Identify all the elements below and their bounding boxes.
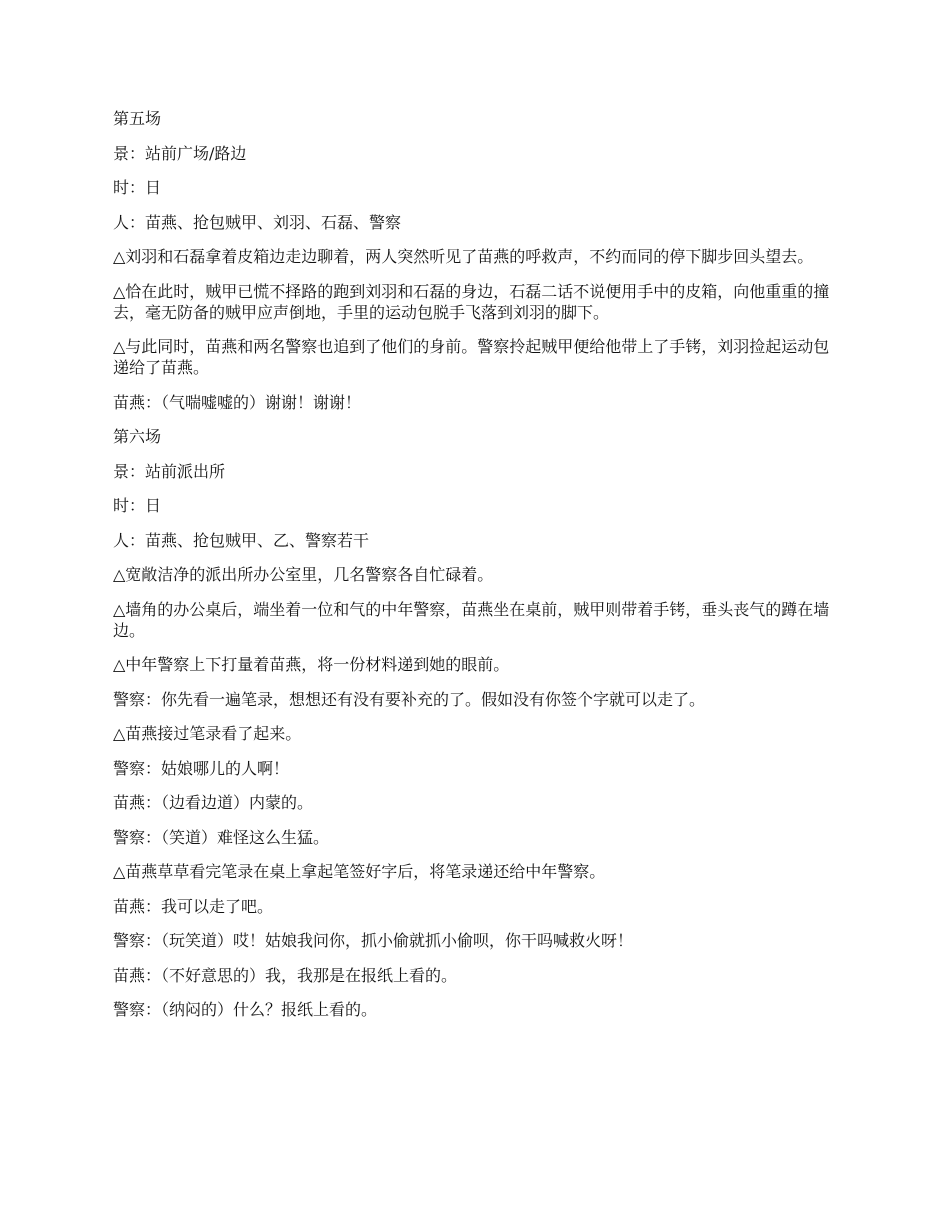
stage-direction: △刘羽和石磊拿着皮箱边走边聊着，两人突然听见了苗燕的呼救声，不约而同的停下脚步回头望去。 bbox=[113, 247, 814, 266]
scene-location: 景：站前广场/路边 bbox=[113, 143, 247, 163]
scene-characters: 人：苗燕、抢包贼甲、刘羽、石磊、警察 bbox=[113, 212, 402, 232]
dialogue-line: 苗燕：（不好意思的）我，我那是在报纸上看的。 bbox=[113, 965, 458, 985]
scene-location: 景：站前派出所 bbox=[113, 461, 226, 481]
stage-direction: △宽敞洁净的派出所办公室里，几名警察各自忙碌着。 bbox=[113, 565, 494, 584]
scene-time: 时：日 bbox=[113, 496, 162, 515]
scene-time: 时：日 bbox=[113, 178, 162, 197]
stage-direction: △与此同时，苗燕和两名警察也追到了他们的身前。警察拎起贼甲便给他带上了手铐，刘羽捡起运动包递给了苗燕。 bbox=[113, 337, 830, 377]
dialogue-line: 警察：你先看一遍笔录，想想还有没有要补充的了。假如没有你签个字就可以走了。 bbox=[113, 689, 706, 709]
stage-direction: △苗燕草草看完笔录在桌上拿起笔签好字后，将笔录递还给中年警察。 bbox=[113, 862, 606, 881]
dialogue-line: 苗燕：（气喘嘘嘘的）谢谢！谢谢！ bbox=[113, 392, 362, 412]
dialogue-line: 警察：（玩笑道）哎！姑娘我问你，抓小偷就抓小偷呗，你干吗喊救火呀！ bbox=[113, 931, 634, 950]
scene-heading: 第六场 bbox=[113, 427, 162, 446]
dialogue-line: 苗燕：我可以走了吧。 bbox=[113, 896, 274, 916]
dialogue-line: 警察：（笑道）难怪这么生猛。 bbox=[113, 827, 330, 847]
stage-direction: △恰在此时，贼甲已慌不择路的跑到刘羽和石磊的身边，石磊二话不说便用手中的皮箱，向他重重的撞去，毫无防备的贼甲应声倒地，手里的运动包脱手飞落到刘羽的脚下。 bbox=[113, 281, 830, 322]
stage-direction: △墙角的办公桌后，端坐着一位和气的中年警察，苗燕坐在桌前，贼甲则带着手铐，垂头丧气的蹲在墙边。 bbox=[113, 599, 830, 640]
scene-characters: 人：苗燕、抢包贼甲、乙、警察若干 bbox=[113, 530, 370, 550]
scene-heading: 第五场 bbox=[113, 109, 162, 128]
script-page bbox=[113, 108, 843, 1034]
stage-direction: △苗燕接过笔录看了起来。 bbox=[113, 724, 302, 743]
dialogue-line: 警察：（纳闷的）什么？报纸上看的。 bbox=[113, 1000, 378, 1019]
dialogue-line: 苗燕：（边看边道）内蒙的。 bbox=[113, 793, 314, 812]
stage-direction: △中年警察上下打量着苗燕，将一份材料递到她的眼前。 bbox=[113, 655, 510, 674]
dialogue-line: 警察：姑娘哪儿的人啊！ bbox=[113, 758, 290, 778]
